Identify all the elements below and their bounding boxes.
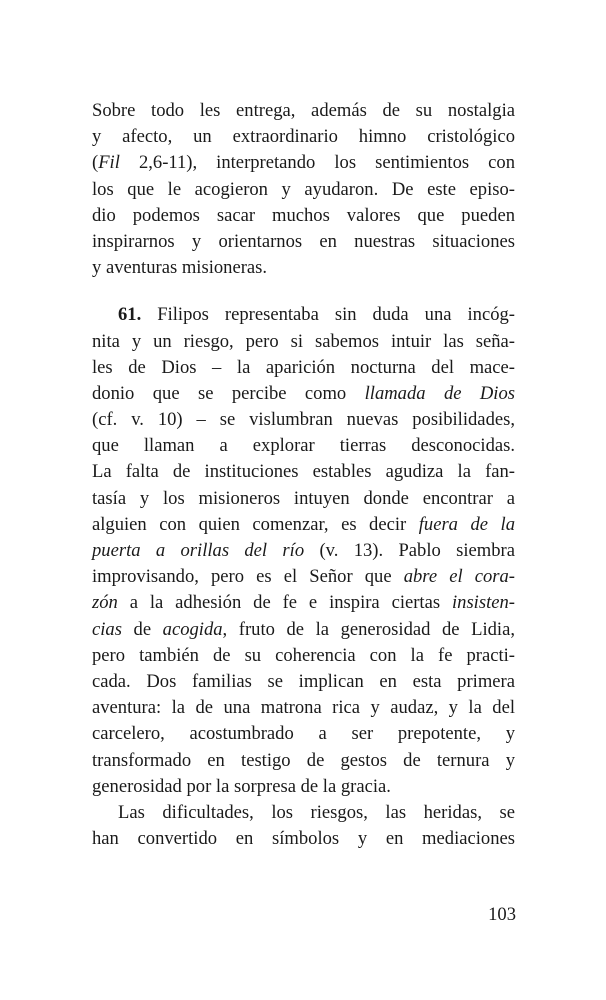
- text-run: generosidad por la sorpresa de la gracia.: [92, 775, 391, 797]
- italic-text: cias: [92, 618, 122, 640]
- text-run: 2,6-11), interpretando los sentimientos con: [119, 152, 515, 174]
- numbered-paragraph-61: [92, 302, 515, 800]
- text-line: [92, 302, 515, 328]
- text-run: pero también de su coherencia con la fe practi-: [92, 644, 515, 666]
- text-run: nita y un riesgo, pero si sabemos intuir las seña-: [92, 330, 515, 352]
- text-line: [92, 407, 515, 433]
- text-line: [92, 433, 515, 459]
- paragraph-continuation: [92, 98, 515, 281]
- italic-text: llamada de Dios: [364, 382, 516, 404]
- text-line: [92, 150, 515, 176]
- text-line: [92, 203, 515, 229]
- text-run: tasía y los misioneros intuyen donde encontrar a: [92, 487, 515, 509]
- text-run: cada. Dos familias se implican en esta primera: [92, 670, 515, 692]
- text-run: han convertido en símbolos y en mediaciones: [92, 828, 515, 850]
- text-line: [92, 643, 515, 669]
- text-line: [92, 669, 515, 695]
- text-run: alguien con quien comenzar, es decir: [92, 513, 419, 535]
- text-run: La falta de instituciones estables agudiza la fan-: [92, 461, 515, 483]
- text-run: (cf. v. 10) – se vislumbran nuevas posibilidades,: [92, 409, 515, 431]
- text-run: dio podemos sacar muchos valores que pueden: [92, 204, 515, 226]
- text-run: , fruto de la generosidad de Lidia,: [222, 618, 515, 640]
- text-line: [92, 329, 515, 355]
- text-line: [92, 695, 515, 721]
- text-line: [92, 459, 515, 485]
- text-line: [92, 229, 515, 255]
- text-line: [92, 564, 515, 590]
- text-line: [92, 721, 515, 747]
- text-run: y afecto, un extraordinario himno cristológico: [92, 126, 515, 148]
- italic-text: Fil: [98, 152, 120, 174]
- text-line: [92, 512, 515, 538]
- page-text: [92, 98, 515, 852]
- text-line: [92, 486, 515, 512]
- italic-text: abre el cora-: [403, 566, 515, 588]
- paragraph-gap: [92, 281, 515, 302]
- text-line: [92, 590, 515, 616]
- italic-text: fuera de la: [418, 513, 516, 535]
- text-run: Sobre todo les entrega, además de su nostalgia: [92, 100, 515, 121]
- text-line: [92, 826, 515, 852]
- text-line: [92, 355, 515, 381]
- text-run: transformado en testigo de gestos de ternura y: [92, 749, 515, 771]
- text-run: improvisando, pero es el Señor que: [92, 566, 404, 588]
- paragraph-continued: [92, 800, 515, 852]
- text-run: aventura: la de una matrona rica y audaz, y la del: [92, 697, 515, 719]
- text-run: donio que se percibe como: [92, 382, 365, 404]
- text-run: Las dificultades, los riesgos, las heridas, se: [118, 801, 515, 823]
- text-run: de: [121, 618, 163, 640]
- text-line: [92, 124, 515, 150]
- text-line: [92, 800, 515, 826]
- italic-text: acogida: [162, 618, 223, 640]
- text-run: carcelero, acostumbrado a ser prepotente, y: [92, 723, 515, 745]
- text-line: [92, 748, 515, 774]
- text-run: inspirarnos y orientarnos en nuestras situaciones: [92, 230, 515, 252]
- italic-text: zón: [92, 592, 118, 614]
- text-line: [92, 617, 515, 643]
- text-run: [141, 304, 515, 325]
- italic-text: insisten-: [451, 592, 515, 614]
- text-run: (v. 13). Pablo siembra: [304, 540, 515, 561]
- text-line: [92, 538, 515, 564]
- text-run: Filipos representaba sin duda una incóg-: [141, 304, 515, 326]
- text-line: [92, 177, 515, 203]
- text-run: (: [92, 152, 99, 174]
- paragraph-number: 61.: [118, 304, 142, 326]
- text-line: [92, 381, 515, 407]
- italic-text: puerta a orillas del río: [92, 540, 305, 561]
- text-run: que llaman a explorar tierras desconocidas.: [92, 435, 515, 457]
- text-run: les de Dios – la aparición nocturna del mace-: [92, 356, 515, 378]
- page-number: 103: [488, 904, 516, 925]
- text-line: [92, 255, 515, 281]
- text-run: los que le acogieron y ayudaron. De este episo-: [92, 178, 515, 200]
- text-line: [92, 774, 515, 800]
- text-line: [92, 98, 515, 124]
- text-run: a la adhesión de fe e inspira ciertas: [117, 592, 452, 614]
- text-run: y aventuras misioneras.: [92, 257, 268, 279]
